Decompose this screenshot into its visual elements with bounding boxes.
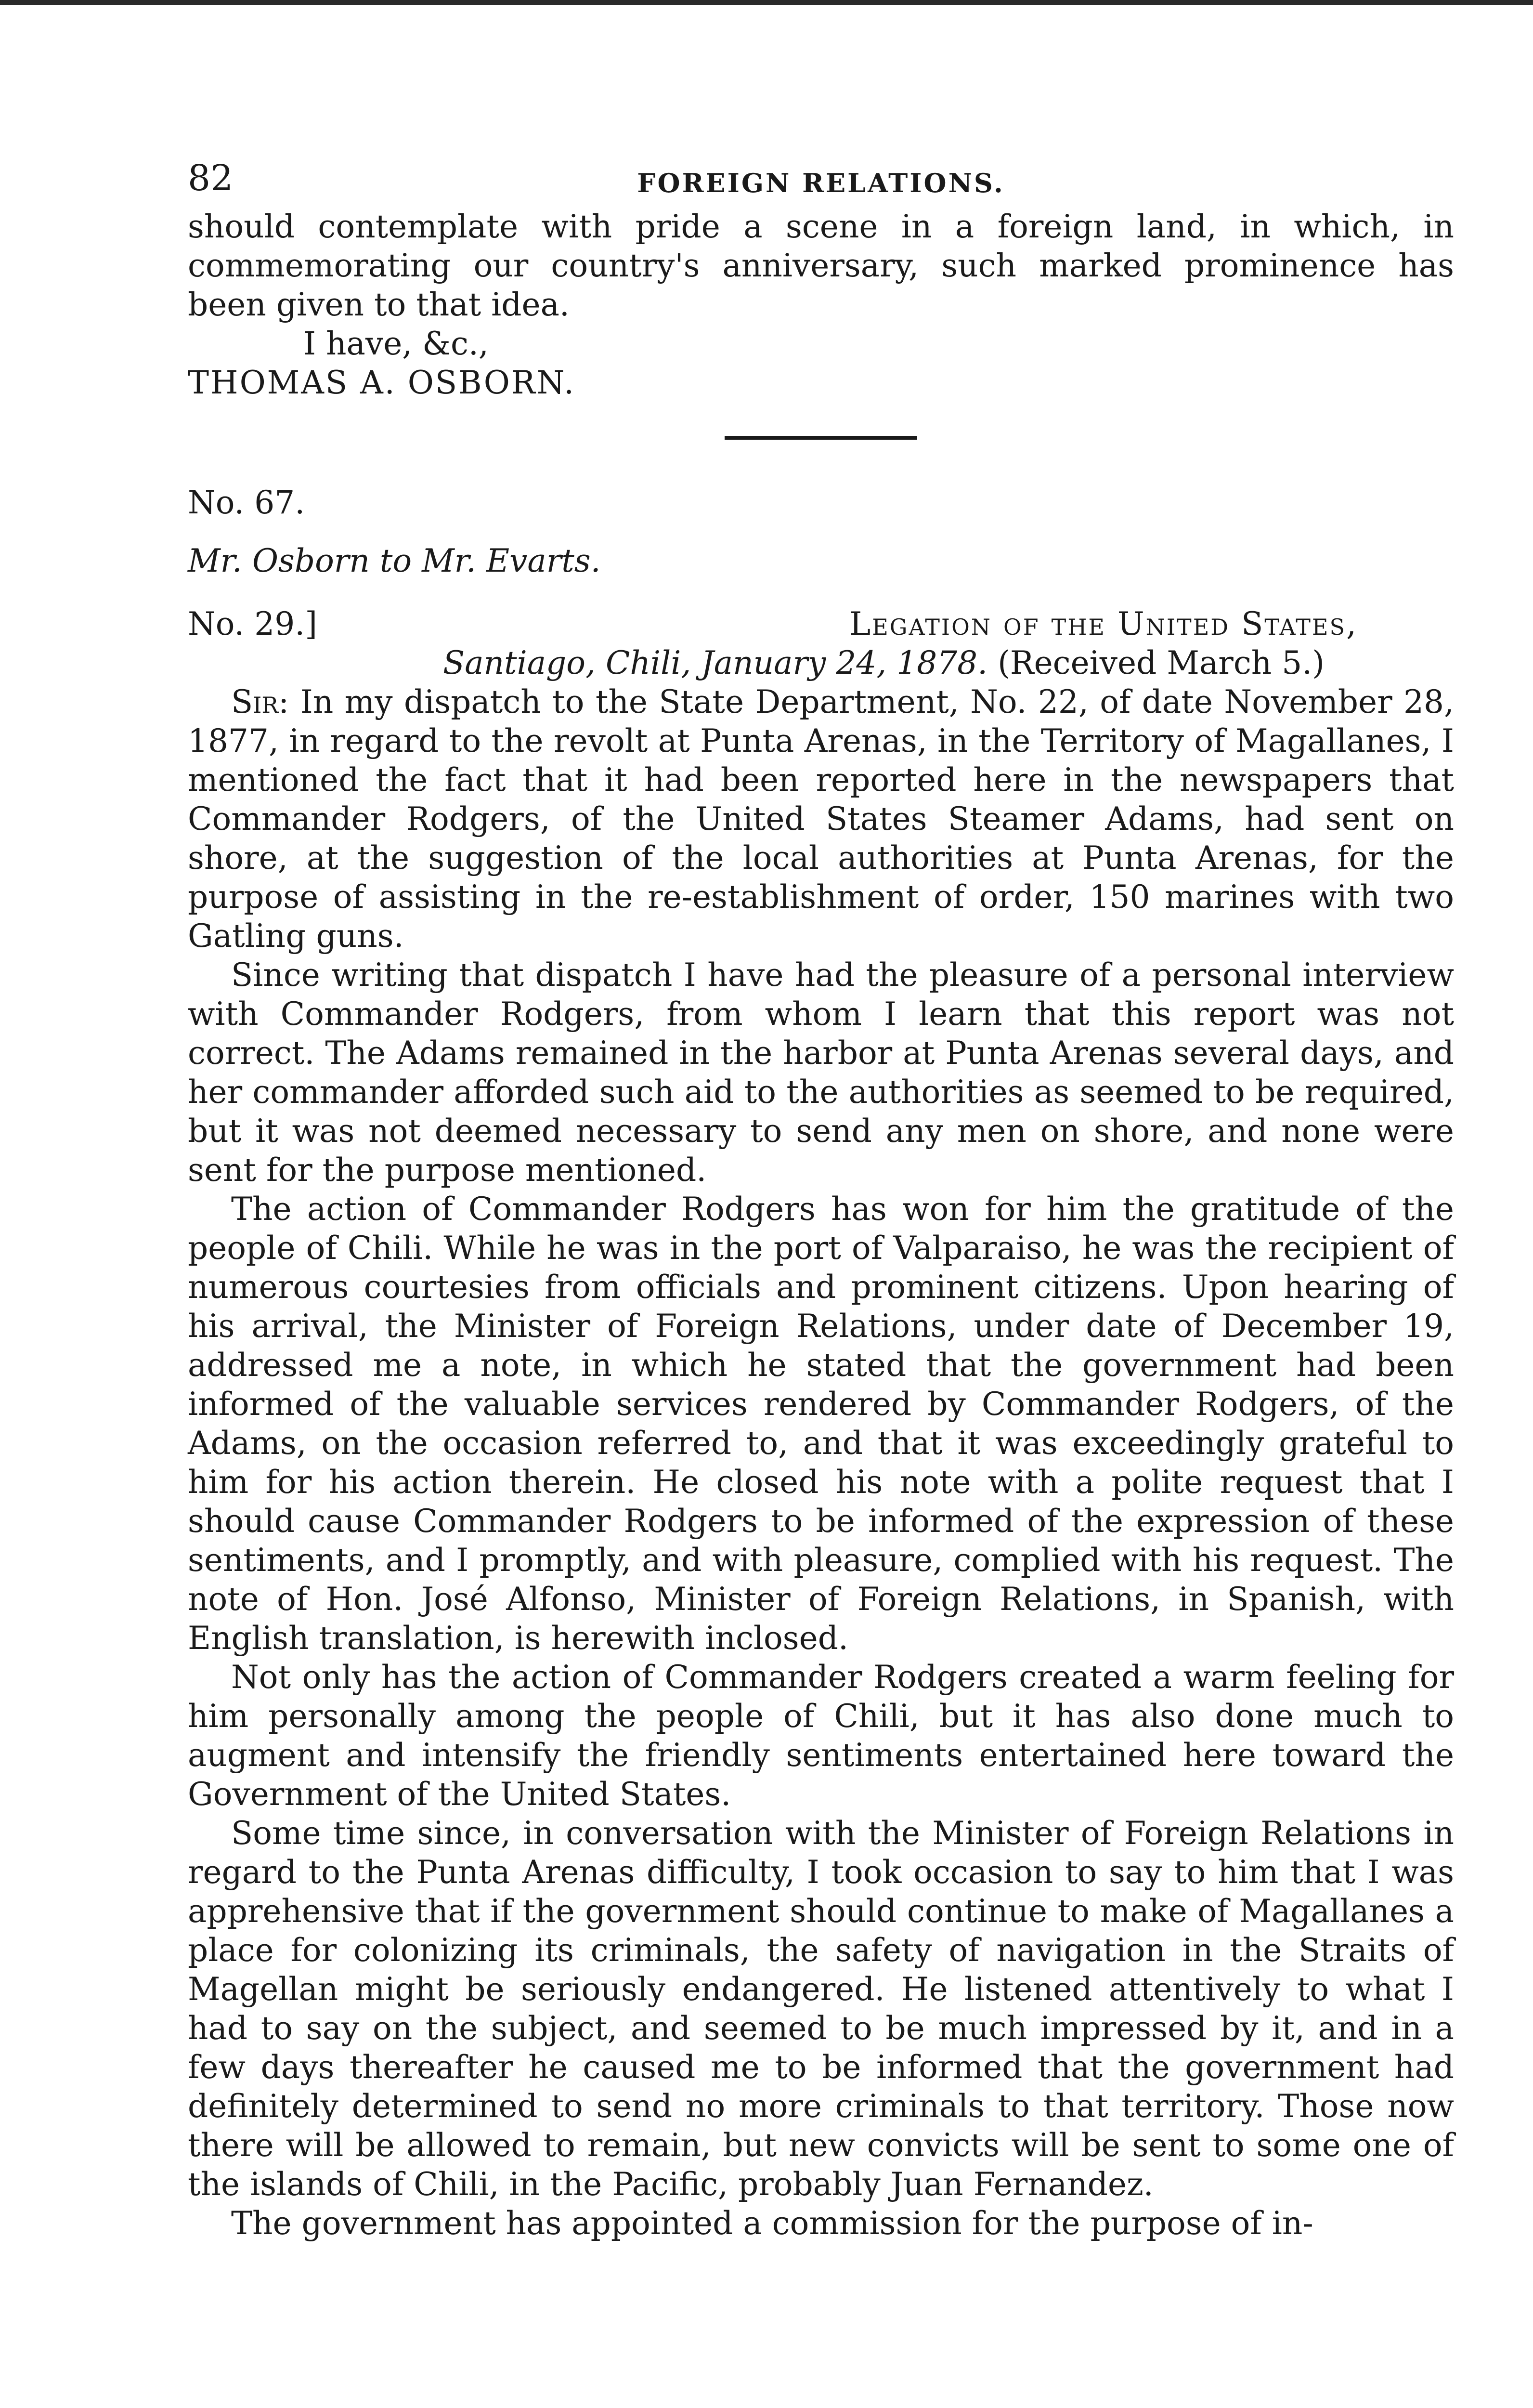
section-divider <box>725 436 917 440</box>
body-paragraph-2: Since writing that dispatch I have had the pleasure of a personal interview with Commander Rodgers, from whom I learn that this report was not correct. The Adams remained in the harbor at Punta Arenas several days, and her commander afforded such aid to the authorities as seemed to be required, but it was not deemed necessary to send any men on shore, and none were sent for the purpose mentioned. <box>188 956 1454 1189</box>
document-number: No. 67. <box>188 484 305 521</box>
closing-phrase: I have, &c., <box>303 325 489 362</box>
top-border-rule <box>0 0 1533 5</box>
previous-letter-closing-paragraph: should contemplate with pride a scene in a foreign land, in which, in commemorating our country's anniversary, such marked prominence has been given to that idea. <box>188 208 1454 323</box>
dispatch-heading <box>188 604 1454 643</box>
body-paragraph-1 <box>188 682 1454 955</box>
page-number: 82 <box>188 157 234 199</box>
page-header <box>188 159 1454 207</box>
body-paragraph-4: Not only has the action of Commander Rodgers created a warm feeling for him personally among the people of Chili, but it has also done much to augment and intensify the friendly sentiments entertained here toward the Government of the United States. <box>188 1659 1454 1813</box>
running-title: FOREIGN RELATIONS. <box>637 168 1005 198</box>
legation-name: Legation of the United States, <box>849 605 1358 642</box>
document-title: Mr. Osborn to Mr. Evarts. <box>188 542 601 579</box>
dispatch-number: No. 29.] <box>188 605 317 642</box>
document-page <box>188 159 1454 2243</box>
paragraph-text: In my dispatch to the State Department, No. 22, of date November 28, 1877, in regard to the revolt at Punta Arenas, in the Territory of Magallanes, I mentioned the fact that it had been reported here in the newspapers that Commander Rodgers, of the United States Steamer Adams, had sent on shore, at the suggestion of the local authorities at Punta Arenas, for the purpose of assisting in the re-establishment of order, 150 marines with two Gatling guns. <box>188 683 1455 955</box>
body-paragraph-5: Some time since, in conversation with the Minister of Foreign Relations in regard to the Punta Arenas difficulty, I took occasion to say to him that I was apprehensive that if the government should continue to make of Magallanes a place for colonizing its criminals, the safety of navigation in the Straits of Magellan might be seriously endangered. He listened attentively to what I had to say on the subject, and seemed to be much impressed by it, and in a few days thereafter he caused me to be informed that the government had definitely determined to send no more criminals to that territory. Those now there will be allowed to remain, but new convicts will be sent to some one of the islands of Chili, in the Pacific, probably Juan Fernandez. <box>188 1815 1454 2203</box>
date-place: Santiago, Chili, January 24, 1878. <box>443 644 988 681</box>
signature: THOMAS A. OSBORN. <box>188 364 576 401</box>
dateline <box>188 643 1454 682</box>
salutation: Sir: <box>231 683 289 720</box>
body-paragraph-6: The government has appointed a commission for the purpose of in- <box>231 2205 1313 2242</box>
received-date: (Received March 5.) <box>998 644 1325 681</box>
body-paragraph-3: The action of Commander Rodgers has won for him the gratitude of the people of Chili. While he was in the port of Valparaiso, he was the recipient of numerous courtesies from officials and prominent citizens. Upon hearing of his arrival, the Minister of Foreign Relations, under date of December 19, addressed me a note, in which he stated that the government had been informed of the valuable services rendered by Commander Rodgers, of the Adams, on the occasion referred to, and that it was exceedingly grateful to him for his action therein. He closed his note with a polite request that I should cause Commander Rodgers to be informed of the expression of these sentiments, and I promptly, and with pleasure, complied with his request. The note of Hon. José Alfonso, Minister of Foreign Relations, in Spanish, with English translation, is herewith inclosed. <box>188 1191 1454 1657</box>
